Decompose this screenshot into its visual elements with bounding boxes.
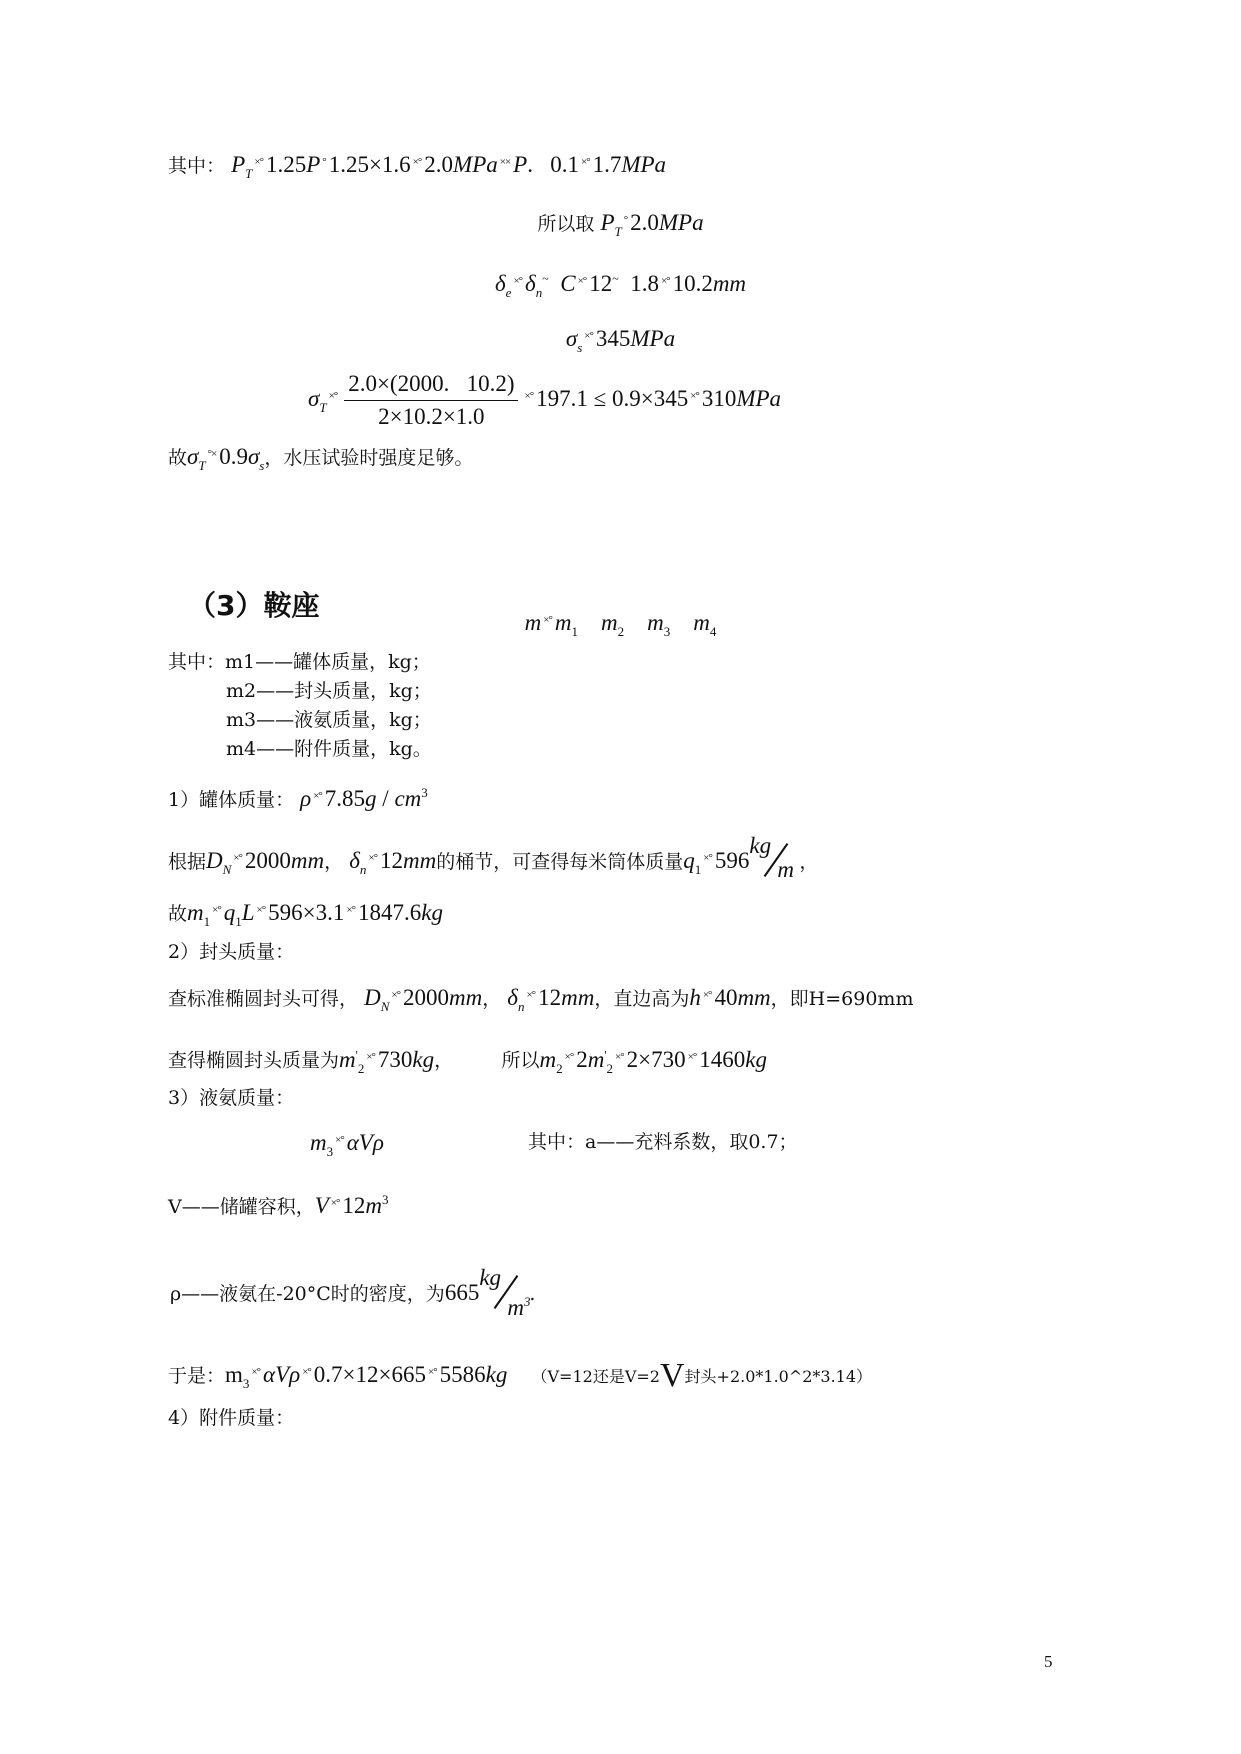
text: 所以	[501, 1049, 540, 1072]
prefix-label: 其中：	[168, 651, 226, 673]
remark-text: 封头+2.0*1.0^2*3.14）	[684, 1367, 873, 1386]
liquid-formula	[310, 1128, 384, 1164]
formula-m1: $m_1^{\times^\circ}$ $q_1L$ ×° 596×3.1 ×° 1847.6kg	[187, 900, 443, 929]
formula-m3-calc: $m_3^{\times^\circ}$ αVρ ×° 0.7×12×665 ×° 5586kg	[225, 1362, 508, 1391]
formula-rho-value: 665	[444, 1280, 480, 1305]
effective-thickness-formula	[0, 266, 1241, 305]
text: ，	[434, 1049, 454, 1072]
liquid-title: 3）液氨质量：	[168, 1087, 295, 1109]
fraction: $\frac{2.0\times(2000. 10.2)}{2\times 10.2\times 1.0}$	[344, 370, 518, 431]
section-heading: （3）鞍座	[188, 589, 320, 622]
accessory-title: 4）附件质量：	[168, 1407, 295, 1429]
text: V——储罐容积，	[168, 1196, 315, 1218]
formula-dn: $D_N^{\times^\circ}$ 2000mm	[206, 848, 325, 877]
formula-delta-n: $\delta_n^{\times^\circ}$ 12mm	[507, 985, 595, 1014]
mass-def-m3: m3——液氨质量，kg；	[226, 709, 432, 731]
head-mass	[168, 1042, 767, 1081]
text: 查标准椭圆封头可得，	[168, 988, 359, 1010]
formula-m2: $m_2^{\times^\circ}$ $2m'_2^{\times^\circ}$ 2×730 ×° 1460kg	[539, 1046, 767, 1076]
shell-unit-mass	[168, 833, 819, 882]
remark-v: V	[659, 1357, 685, 1394]
mass-sum-formula	[0, 608, 1241, 644]
prefix-label: 所以取	[537, 213, 595, 235]
formula-delta-n: $\delta_n^{\times^\circ}$ 12mm	[349, 848, 437, 877]
shell-density	[168, 781, 428, 812]
text: 的桶节，可查得每米筒体质量	[436, 851, 684, 873]
formula-pt-final: $P_T^\circ$ 2.0MPa	[600, 210, 704, 239]
test-pressure-formula	[168, 150, 666, 186]
formula-m2-single: $m'_2^{\times^\circ}$ 730kg	[339, 1046, 435, 1076]
text: ρ——液氨在-20°C时的密度，为	[170, 1283, 445, 1305]
text: 根据	[168, 851, 207, 873]
pt-choice	[0, 208, 1241, 244]
text: 于是：	[168, 1365, 226, 1387]
volume-def	[168, 1188, 389, 1219]
mass-def-m1	[168, 650, 431, 674]
yield-strength-formula	[0, 324, 1241, 360]
formula-q1: $q_1^{\times^\circ}$ 596	[683, 848, 750, 877]
strength-conclusion	[168, 442, 473, 478]
shell-mass	[168, 898, 443, 934]
suffix-text: ，水压试验时强度足够。	[264, 447, 474, 469]
def-text: m1——罐体质量，kg；	[225, 651, 431, 673]
text: 故	[168, 903, 188, 925]
remark-text: （V=12还是V=2	[531, 1367, 660, 1386]
head-spec	[168, 983, 913, 1019]
text: ，	[482, 988, 502, 1010]
formula-pt: $P_T^{\times^\circ}$ 1.25P ° 1.25×1.6 ×° 2.0MPa ×× P. 0.1 ×° 1.7MPa	[231, 152, 667, 181]
mass-def-m2: m2——封头质量，kg；	[226, 680, 432, 702]
volume-remark	[531, 1357, 873, 1394]
prefix-label: 其中：	[168, 155, 226, 177]
head-title: 2）封头质量：	[168, 941, 295, 963]
formula-m: m ×° $m_1$ $m_2$ $m_3$ $m_4$	[524, 610, 717, 639]
text: ，	[324, 851, 344, 873]
unit-kg-per-m3: kg $m^3$	[479, 1265, 531, 1320]
text: 查得椭圆封头质量为	[168, 1049, 340, 1072]
text: ，	[799, 851, 819, 873]
unit-kg-per-m: kg m	[749, 833, 795, 882]
liquid-mass-calc	[168, 1357, 873, 1396]
formula-sigma-s: $\sigma_s^{\times^\circ}$ 345MPa	[565, 326, 676, 355]
formula-m3: $m_3^{\times^\circ}$ αVρ	[310, 1130, 384, 1159]
item-title: 1）罐体质量：	[168, 789, 295, 811]
formula-delta-e: $\delta_e^{\times^\circ}$ $\delta_n^\sim$ C ×° 12~ 1.8 ×° 10.2mm	[494, 270, 747, 300]
density-def: ρ——液氨在-20°C时的密度，为665 kg $m^3$ .	[170, 1265, 536, 1320]
page-number: 5	[1044, 1652, 1053, 1671]
formula-rho: ρ ×° $7.85g / cm^3$	[300, 785, 428, 811]
formula-v: V ×° $12m^3$	[314, 1192, 389, 1218]
stress-check-formula	[308, 370, 781, 431]
mass-def-m4: m4——附件质量，kg。	[226, 738, 432, 760]
text: ，即H=690mm	[770, 988, 914, 1010]
formula-h: h ×° 40mm	[689, 985, 771, 1010]
text: ，直边高为	[594, 988, 690, 1010]
formula-sigma-compare: $\sigma_T^{^\circ\times}$ $0.9\sigma_s$	[187, 444, 265, 473]
prefix-label: 故	[168, 447, 188, 469]
fill-coefficient-note: 其中：a——充料系数，取0.7；	[528, 1131, 798, 1153]
formula-dn: $D_N^{\times^\circ}$ 2000mm	[364, 985, 483, 1014]
formula-sigma-t: $\sigma_T^{\times^\circ}$ $\frac{2.0\times(2000. 10.2)}{2\times 10.2\times 1.0}$ ×° 197.1 ≤ 0.9×345 ×° 310MPa	[308, 371, 782, 429]
